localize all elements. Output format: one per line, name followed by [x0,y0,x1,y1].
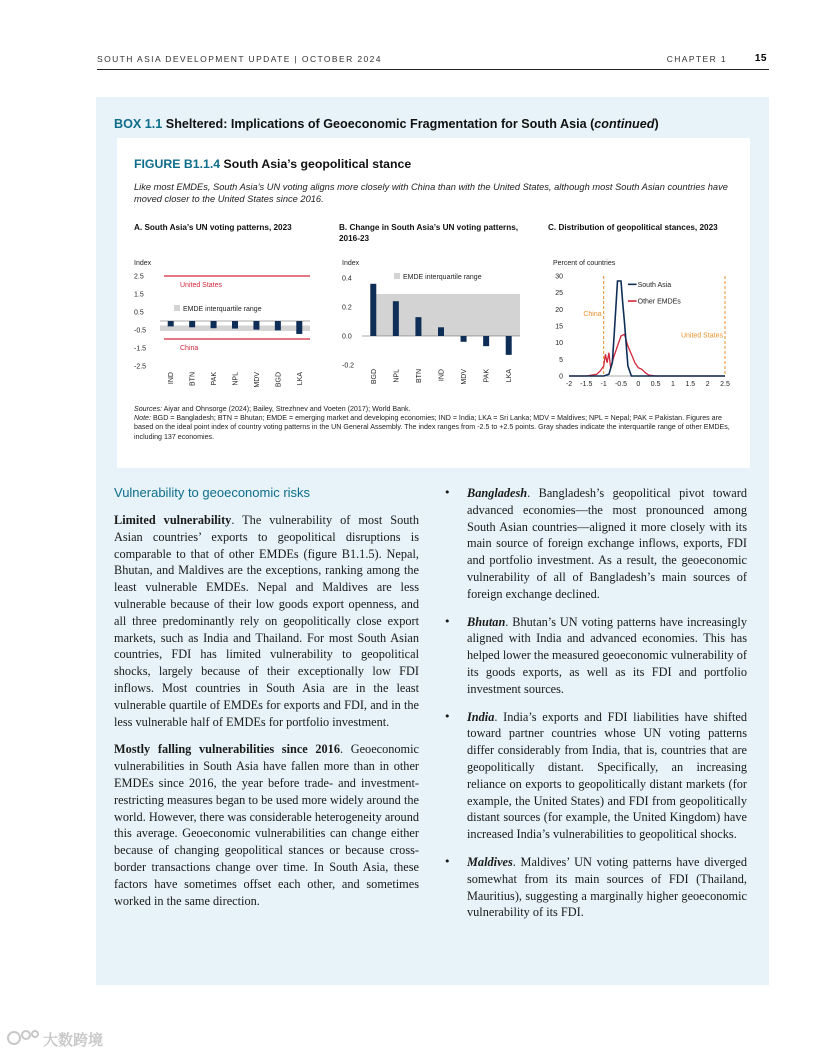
bar [393,301,399,336]
bar [168,321,174,326]
bullet-lead: India [467,709,495,724]
x-tick-label: IND [168,372,176,385]
box-label: BOX 1.1 [114,117,163,131]
watermark-logo-icon [6,1028,40,1048]
series-line [569,334,725,376]
figure-title [134,157,411,171]
chapter-label: CHAPTER 1 [666,54,727,64]
y-tick-label: -1.5 [134,345,147,353]
y-axis-label: Index [342,260,360,267]
section-heading: Vulnerability to geoeconomic risks [114,485,311,500]
x-tick-label: 2 [705,381,710,388]
y-tick-label: 15 [555,323,563,331]
x-tick-label: -2 [565,381,573,388]
bullet-bhutan [444,614,747,698]
paragraph-falling-vulnerabilities [114,741,419,909]
bar [506,336,512,355]
panel-b-title: B. Change in South Asia’s UN voting patterns, 2016-23 [339,223,519,243]
bullet-text: . Maldives’ UN voting patterns have diverged somewhat from its main sources of FDI (Thailand, Mauritius), suggesting a marginally higher geoeconomic vulnerability of its FDI. [467,854,747,920]
box-title-text: Sheltered: Implications of Geoeconomic Fragmentation for South Asia ( [165,117,595,131]
x-tick-label: LKA [296,372,304,386]
left-column [114,512,419,920]
x-tick-label: BGD [370,369,378,385]
y-tick-label: 1.5 [134,291,144,299]
bullet-icon: • [444,614,451,628]
paragraph-limited-vulnerability [114,512,419,730]
sources-text: Aiyar and Ohnsorge (2024); Bailey, Strezhnev and Voeten (2017); World Bank. [163,405,411,413]
bar [461,336,467,342]
x-tick-label: -0.5 [614,381,628,388]
bullet-icon: • [444,709,451,723]
y-tick-label: 0.0 [342,333,352,341]
x-tick-label: 1 [671,381,675,388]
x-tick-label: NPL [232,372,240,386]
legend-label: Other EMDEs [637,298,681,306]
bullet-text: . Bangladesh’s geopolitical pivot toward advanced economies—the most pronounced among South Asian countries—aligned it more closely with its main source of foreign exchange inflows, exports, FDI and portfolio investment. As a result, the geoeconomic vulnerability of all of Bangladesh’s main sources of foreign exchange declined. [467,486,747,601]
y-tick-label: 25 [555,290,563,298]
chart-c [545,255,740,395]
legend-label: South Asia [637,281,672,289]
reference-label: United States [180,282,223,289]
figure-label: FIGURE B1.1.4 [134,157,221,171]
x-tick-label: BTN [189,372,197,386]
figure-subtitle: Like most EMDEs, South Asia’s UN voting aligns more closely with China than with the United States, although most South Asian countries have moved closer to the United States since 2016. [134,182,728,204]
bullet-lead: Bhutan [467,614,506,629]
bar [275,321,281,330]
bar [370,284,376,336]
chart-a [130,255,320,395]
x-tick-label: IND [438,369,446,382]
panel-c-title: C. Distribution of geopolitical stances, 2023 [548,223,718,232]
x-tick-label: PAK [483,369,491,383]
figure-sources [134,405,739,442]
note-label: Note: [134,414,151,423]
page-number: 15 [754,53,767,64]
box-title-italic: continued [594,117,655,131]
y-tick-label: 0.4 [342,275,352,283]
panel-a-title: A. South Asia’s UN voting patterns, 2023 [134,223,292,232]
bar [253,321,259,330]
bar [296,321,302,334]
bullet-text: . Bhutan’s UN voting patterns have increasingly aligned with India and advanced economies. This has helped lower the measured geoeconomic vulnerability of its goods exports, as well as its FDI and portfolio investment sources. [467,614,747,696]
bar [232,321,238,329]
x-tick-label: MDV [253,372,261,388]
x-tick-label: MDV [461,369,469,385]
bar [438,327,444,336]
box-title-end: ) [654,117,659,131]
reference-label: United States [680,332,723,340]
y-tick-label: -2.5 [134,363,147,371]
bullet-icon: • [444,854,451,868]
legend-iqr-label: EMDE interquartile range [183,306,262,313]
legend-swatch-iqr [174,305,180,311]
legend-iqr-label: EMDE interquartile range [403,274,482,281]
paragraph-lead: Mostly falling vulnerabilities since 2016 [114,742,340,757]
bullet-lead: Maldives [467,854,513,869]
series-line [569,281,725,376]
y-tick-label: 0 [559,373,563,381]
watermark [6,1026,114,1050]
right-column [444,485,747,932]
bullet-lead: Bangladesh [467,486,528,500]
box-title [114,117,659,131]
bar [211,321,217,328]
y-tick-label: 10 [555,340,563,348]
y-tick-label: -0.2 [342,362,355,370]
y-tick-label: 2.5 [134,273,144,281]
bullet-maldives [444,854,747,921]
x-tick-label: LKA [506,369,514,383]
x-tick-label: BGD [275,372,283,388]
y-tick-label: -0.5 [134,327,147,335]
sources-label: Sources: [134,405,162,413]
x-tick-label: 2.5 [720,381,730,388]
x-tick-label: PAK [211,372,219,386]
bullet-india [444,709,747,843]
paragraph-text: . Geoeconomic vulnerabilities in South Asia have fallen more than in other EMDEs since 2016, the year before trade- and investment-restricting measures began to be used more widely around the world. However, there was considerable heterogeneity around this average. Geoeconomic vulnerabilities can change either because of changing geopolitical stances or because cross-border transactions change over time. In South Asia, these factors have sometimes offset each other, and sometimes worked in the same direction. [114,742,419,908]
legend-swatch-iqr [394,273,400,279]
note-text: BGD = Bangladesh; BTN = Bhutan; EMDE = emerging market and developing economies; IND = India; LKA = Sri Lanka; MDV = Maldives; NPL = Nepal; PAK = Pakistan. Figures are based on the ideal point index of country voting patterns in the UN General Assembly. The index ranges from -2.5 to +2.5 points. Gray shades indicate the interquartile range of other EMDEs, including 137 economies. [134,414,730,441]
publication-title: SOUTH ASIA DEVELOPMENT UPDATE | OCTOBER 2024 [97,54,382,64]
y-tick-label: 0.2 [342,304,352,312]
x-tick-label: 1.5 [685,381,696,388]
header-rule [97,69,769,70]
bullet-text: . India’s exports and FDI liabilities have shifted toward partner countries whose UN voting patterns differ considerably from India, that is, countries that are geopolitically distant. Specifically, an increasing reliance on exports to geopolitically distant markets (for example, the United States) and FDI from geopolitically distant sources (for example, the United Kingdom) have increased India’s vulnerabilities to geopolitical shocks. [467,709,747,842]
x-tick-label: -1 [600,381,607,388]
figure-title-text: South Asia’s geopolitical stance [223,157,412,171]
y-tick-label: 30 [555,273,563,281]
x-tick-label: 0.5 [650,381,661,388]
y-axis-label: Percent of countries [553,260,616,267]
chart-b [338,255,528,395]
bar [189,321,195,327]
bullet-bangladesh [444,485,747,603]
reference-label: China [180,345,199,352]
y-tick-label: 0.5 [134,309,144,317]
bar [415,317,421,336]
bullet-icon: • [444,486,451,499]
watermark-text: 大数跨境 [43,1032,104,1049]
bar [483,336,489,346]
x-tick-label: NPL [393,369,401,383]
y-axis-label: Index [134,260,152,267]
reference-label: China [583,311,602,318]
running-header [97,54,769,70]
y-tick-label: 5 [559,356,563,364]
y-tick-label: 20 [555,306,563,314]
x-tick-label: -1.5 [580,381,593,388]
x-tick-label: BTN [415,369,423,383]
paragraph-lead: Limited vulnerability [114,513,232,527]
x-tick-label: 0 [636,381,641,388]
paragraph-text: . The vulnerability of most South Asian countries’ exports to geopolitical disruptions is comparable to that of other EMDEs (figure B1.1.5). Nepal, Bhutan, and Maldives are the exceptions, ranking among the least vulnerable EMDEs. Nepal and Maldives are less vulnerable because of their low goods export openness, and all three predominantly rely on geopolitically close export markets, such as India and Thailand. For most South Asian countries, FDI has limited vulnerability to geopolitical shocks, largely because of their exceptionally low FDI inflows. Most countries in South Asia are in the least vulnerable quartile of EMDEs for exports and FDI, and in the less vulnerable half of EMDEs for portfolio investment. [114,513,419,729]
